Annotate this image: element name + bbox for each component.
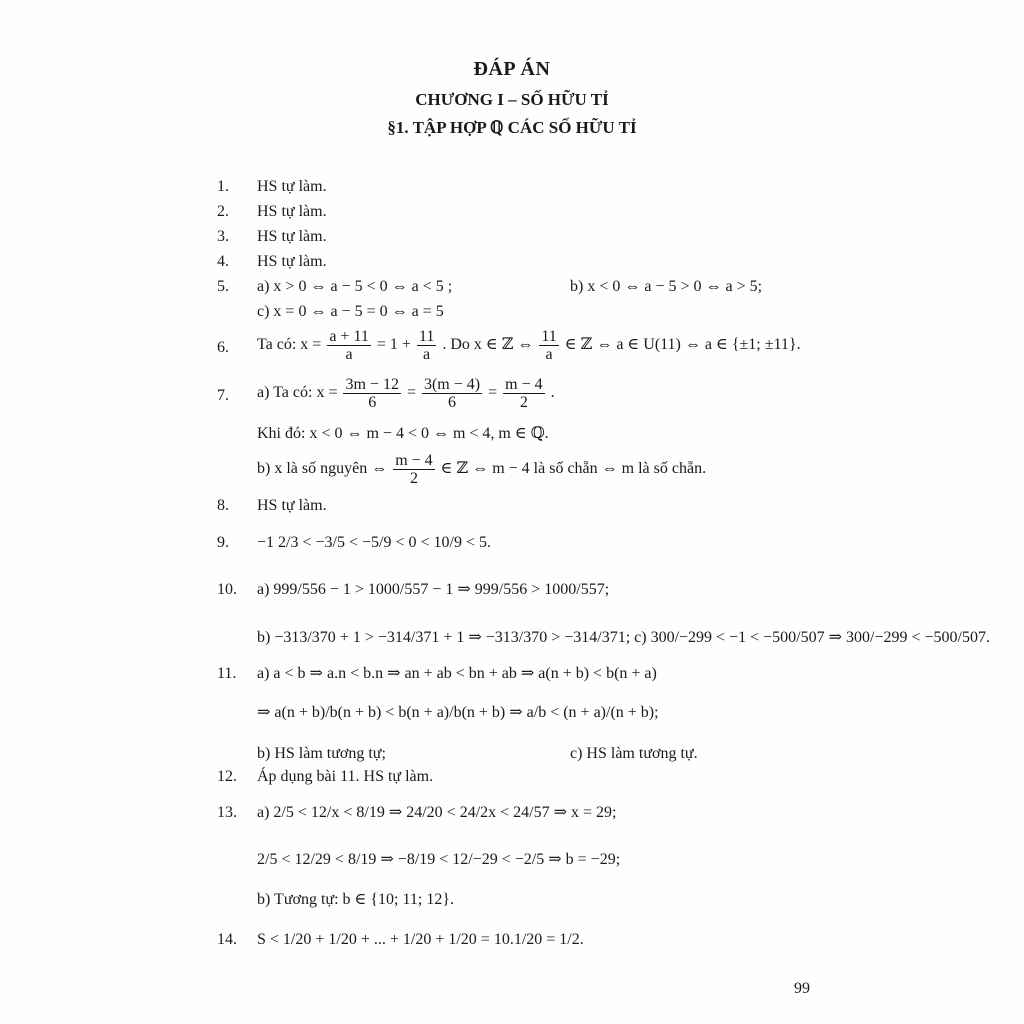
answer-13c: b) Tương tự: b ∈ {10; 11; 12}.	[257, 891, 455, 908]
fraction	[539, 328, 558, 363]
text: .	[550, 384, 555, 402]
answer-13b: 2/5 < 12/29 < 8/19 ⇒ −8/19 < 12/−29 < −2/5 ⇒ b = −29;	[257, 851, 621, 868]
text: a) Ta có: x =	[257, 384, 338, 402]
answer-7b: Khi đó: x < 0 ⇔ m − 4 < 0 ⇔ m < 4, m ∈ ℚ.	[257, 425, 549, 442]
answer-3: HS tự làm.	[257, 228, 327, 245]
numerator: 11	[418, 328, 435, 345]
answer-4: HS tự làm.	[257, 253, 327, 270]
fraction	[503, 376, 544, 411]
item-number: 5.	[217, 278, 229, 295]
section-title: §1. TẬP HỢP ℚ CÁC SỐ HỮU TỈ	[387, 118, 637, 137]
text: = 1 +	[376, 336, 411, 354]
numerator: 3(m − 4)	[423, 376, 481, 393]
answer-7c	[257, 452, 706, 487]
numerator: m − 4	[395, 452, 433, 469]
fraction	[393, 452, 434, 487]
denominator: 6	[448, 394, 457, 411]
denominator: a	[545, 346, 553, 363]
answer-10a: a) 999/556 − 1 > 1000/557 − 1 ⇒ 999/556 > 1000/557;	[257, 581, 610, 598]
item-number: 1.	[217, 178, 229, 195]
item-number: 6.	[217, 339, 229, 356]
page-number: 99	[794, 980, 810, 997]
answer-11c: b) HS làm tương tự;	[257, 745, 386, 762]
answer-5c: c) x = 0 ⇔ a − 5 = 0 ⇔ a = 5	[257, 303, 444, 320]
text: ∈ ℤ ⇔ m − 4 là số chẵn ⇔ m là số chẵn.	[440, 460, 707, 478]
answer-5a: a) x > 0 ⇔ a − 5 < 0 ⇔ a < 5 ;	[257, 278, 453, 295]
answer-12: Áp dụng bài 11. HS tự làm.	[257, 768, 434, 785]
answer-11b: ⇒ a(n + b)/b(n + b) < b(n + a)/b(n + b) ⇒ a/b < (n + a)/(n + b);	[257, 704, 659, 721]
fraction	[343, 376, 400, 411]
text: =	[406, 384, 416, 402]
denominator: 6	[368, 394, 377, 411]
fraction	[327, 328, 371, 363]
item-number: 8.	[217, 497, 229, 514]
answer-10b: b) −313/370 + 1 > −314/371 + 1 ⇒ −313/370 > −314/371; c) 300/−299 < −1 < −500/507 ⇒ 300/−299 < −500/507.	[257, 629, 990, 646]
answer-11a: a) a < b ⇒ a.n < b.n ⇒ an + ab < bn + ab ⇒ a(n + b) < b(n + a)	[257, 665, 657, 682]
text: =	[488, 384, 498, 402]
numerator: a + 11	[329, 328, 369, 345]
answer-6	[257, 328, 801, 363]
item-number: 4.	[217, 253, 229, 270]
item-number: 14.	[217, 931, 237, 948]
denominator: 2	[409, 470, 418, 487]
text: Ta có: x =	[257, 336, 322, 354]
item-number: 9.	[217, 534, 229, 551]
text: ∈ ℤ ⇔ a ∈ U(11) ⇔ a ∈ {±1; ±11}.	[564, 336, 801, 354]
text: b) x là số nguyên ⇔	[257, 460, 388, 478]
answer-7a	[257, 376, 555, 411]
answer-9: −1 2/3 < −3/5 < −5/9 < 0 < 10/9 < 5.	[257, 534, 491, 551]
answer-8: HS tự làm.	[257, 497, 327, 514]
item-number: 11.	[217, 665, 237, 682]
answer-11d: c) HS làm tương tự.	[570, 745, 698, 762]
chapter-title: CHƯƠNG I – SỐ HỮU TỈ	[415, 90, 609, 109]
item-number: 3.	[217, 228, 229, 245]
numerator: 3m − 12	[345, 376, 399, 393]
answer-1: HS tự làm.	[257, 178, 327, 195]
answer-14: S < 1/20 + 1/20 + ... + 1/20 + 1/20 = 10.1/20 = 1/2.	[257, 931, 584, 948]
numerator: 11	[541, 328, 557, 345]
answer-2: HS tự làm.	[257, 203, 327, 220]
answer-13a: a) 2/5 < 12/x < 8/19 ⇒ 24/20 < 24/2x < 24/57 ⇒ x = 29;	[257, 804, 617, 821]
page-title: ĐÁP ÁN	[473, 58, 551, 80]
text: . Do x ∈ ℤ ⇔	[442, 336, 534, 354]
item-number: 10.	[217, 581, 237, 598]
fraction	[422, 376, 482, 411]
item-number: 12.	[217, 768, 237, 785]
denominator: a	[345, 346, 353, 363]
answer-5b: b) x < 0 ⇔ a − 5 > 0 ⇔ a > 5;	[570, 278, 763, 295]
numerator: m − 4	[505, 376, 543, 393]
item-number: 2.	[217, 203, 229, 220]
item-number: 13.	[217, 804, 237, 821]
denominator: 2	[519, 394, 528, 411]
fraction	[417, 328, 436, 363]
item-number: 7.	[217, 387, 229, 404]
denominator: a	[423, 346, 431, 363]
